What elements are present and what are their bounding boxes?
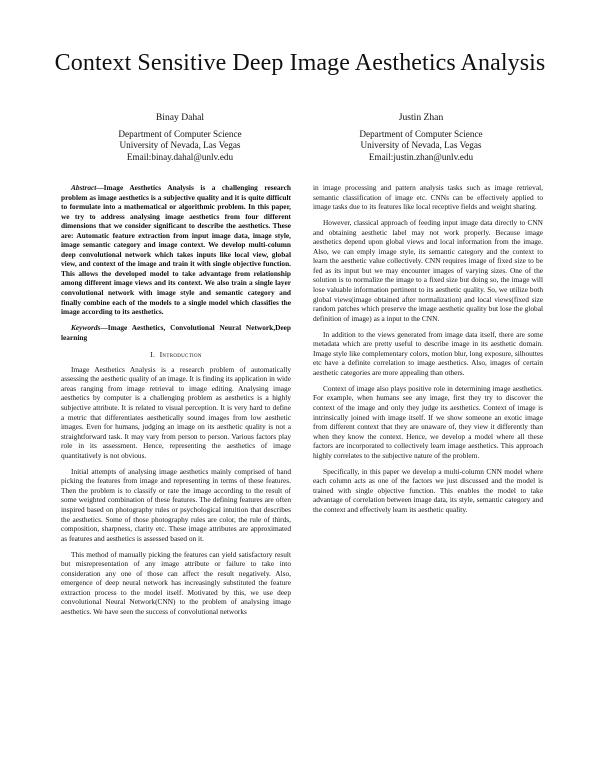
author-university: University of Nevada, Las Vegas bbox=[119, 140, 241, 150]
author-department: Department of Computer Science bbox=[359, 128, 483, 139]
author-block-1 bbox=[55, 112, 305, 163]
paper-title: Context Sensitive Deep Image Aesthetics Analysis bbox=[54, 50, 546, 76]
author-email: Email:justin.zhan@unlv.edu bbox=[368, 151, 474, 162]
author-name: Binay Dahal bbox=[155, 112, 205, 123]
section-number: I. bbox=[150, 350, 156, 360]
left-column bbox=[61, 183, 291, 623]
paragraph: in image processing and pattern analysis tasks such as image retrieval, semantic classification of image etc. CNNs can be effectively applied to image tasks due to its features like local receptive fields and weight sharing. bbox=[313, 183, 543, 212]
section-title: Introduction bbox=[159, 350, 202, 360]
keywords-lead: Keywords bbox=[71, 323, 101, 333]
abstract bbox=[61, 183, 291, 317]
paragraph: Image Aesthetics Analysis is a research problem of automatically assessing the aesthetic quality of an image. It is finding its application in wide areas ranging from image retrieval to image editing. Analysing image aesthetics by computer is a challenging problem as aesthetics is a highly subjective attribute. It is related to visual perception. It is very hard to define a metric that differentiates aesthetically sound images from low aesthetic images. Even for humans, judging an image on its aesthetic quality is not a straightforward task. It may vary from person to person. Various factors play role in its assessment. Hence, representing the aesthetics of image quantitatively is not obvious. bbox=[61, 364, 291, 460]
paragraph: However, classical approach of feeding input image data directly to CNN and obtaining aesthetic label may not work properly. Because image aesthetics depend upon global views and local information from the image. Also, we can emply image style, its semantic category and the context to learn the aesthetic value collectively. CNN requires image of fixed size to be fed as its input but we may encounter images of varying sizes. One of the solution is to normalize the image to a fixed size but doing so, the image will lose valuable information pertinent to its aesthetic quality. So, we utilize both global views(image obtained after normalization) and local views(fixed size random patches which preserve the image aesthetic quality but lose the global definition of image) as a input to the CNN. bbox=[313, 218, 543, 323]
author-block-2 bbox=[296, 112, 546, 163]
paragraph: In addition to the views generated from image data itself, there are some metadata which are pretty useful to describe image in its aesthetic domain. Image style like complementary colors, motion blur, long exposure, silhouttes etc have a definite correlation to image aesthetics. Also, images of certain aesthetic categories are more appealing than others. bbox=[313, 329, 543, 377]
author-department: Department of Computer Science bbox=[118, 128, 242, 139]
author-university: University of Nevada, Las Vegas bbox=[360, 140, 482, 150]
keywords-text: —Image Aesthetics, Convolutional Neural Network,Deep learning bbox=[61, 323, 291, 342]
keywords bbox=[61, 323, 291, 342]
author-email: Email:binay.dahal@unlv.edu bbox=[126, 151, 234, 162]
abstract-text: —Image Aesthetics Analysis is a challenging research problem as image aesthetics is a subjective quality and it is quite difficult to formulate into a mathematical or algorithmic problem. In this paper, we try to address analysing image aesthetics from four different dimensions that we consider significant to describe the aesthetics. These are: Automatic feature extraction from input image data, image style, image semantic category and image context. We develop multi-column deep convolutional network which takes inputs like local view, global view, and context of the image and train it with single objective function. This allows the developed model to take advantage from relationship among different image views and its context. We also train a single layer convolutional network with image style and semantic category and finally combine each of the models to a single model which classifies the image according to its aesthetics. bbox=[61, 183, 291, 317]
paragraph: Specifically, in this paper we develop a multi-column CNN model where each column acts as one of the factors we just discussed and the model is trained with single objective function. This enables the model to take advantage of correlation between image data, its style, semantic category and the context and effectively learn its aesthetic quality. bbox=[313, 466, 543, 514]
paragraph: This method of manually picking the features can yield satisfactory result but misrepresentation of any image attribute or failure to take into consideration any one of those can affect the result negatively. Also, emergence of deep neural network has increasingly substituted the feature extraction process to the model itself. Motivated by this, we use deep convolutional Neural Network(CNN) to the problem of analysing image aesthetics. We have seen the success of convolutional networks bbox=[61, 549, 291, 616]
abstract-lead: Abstract bbox=[71, 183, 97, 192]
author-name: Justin Zhan bbox=[398, 112, 444, 123]
paragraph: Context of image also plays positive role in determining image aesthetics. For example, when humans see any image, first they try to discover the context of the image and only they judge its aesthetics. Context of image is intrinsically joined with image itself. If we show someone an exotic image from different context that they are unaware of, they view it differently than when they know the context. Hence, we develop a model where all these factors are incorporated to collectively learn image aesthetics. This approach highly correlates to the subjective nature of the problem. bbox=[313, 383, 543, 460]
paragraph: Initial attempts of analysing image aesthetics mainly comprised of hand picking the features from image and representing in terms of these features. Then the problem is to classify or rate the image according to the result of some weighted combination of these features. The defining features are often inspired based on photography rules or psychological intuition that describes the aesthetics. Some of those photography rules are color, the rule of thirds, composition, sharpness, clarity etc. These image attributes are approximated as features and aesthetics is assessed based on it. bbox=[61, 466, 291, 543]
section-heading bbox=[61, 350, 291, 360]
right-column bbox=[313, 183, 543, 521]
